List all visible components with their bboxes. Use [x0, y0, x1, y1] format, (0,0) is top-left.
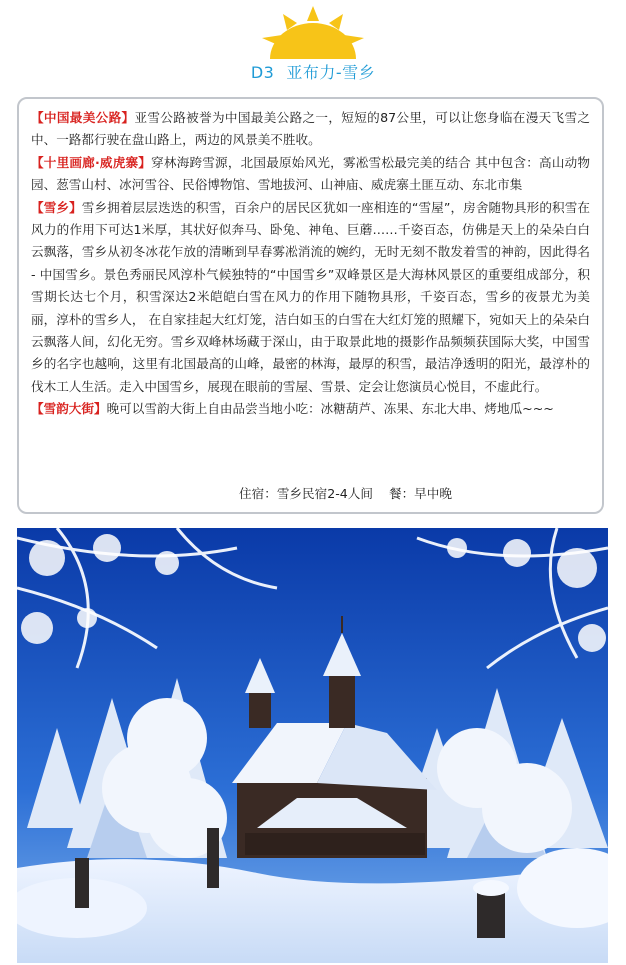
day-route: 亚布力-雪乡 — [286, 63, 376, 82]
section-text: 亚雪公路被誉为中国最美公路之一，短短的87公里，可以让您身临在漫天飞雪之中、一路都行驶在盘山路上，两边的风景美不胜收。 — [31, 110, 591, 148]
meals-text: 餐：早中晚 — [388, 486, 452, 501]
itinerary-box — [17, 97, 604, 514]
day-title — [0, 60, 626, 83]
section-tag: 【雪韵大街】 — [31, 401, 107, 417]
stay-info — [19, 483, 602, 502]
section-snow-town — [31, 197, 590, 399]
snow-church-photo — [17, 528, 608, 963]
day-number: D3 — [250, 63, 275, 82]
section-text: 雪乡拥着层层迭迭的积雪，百余户的居民区犹如一座相连的“雪屋”，房舍随物具形的积雪在风力的作用下可达1米厚，其状好似奔马、卧兔、神龟、巨蘑……千姿百态，仿佛是天上的朵朵白白云飘落，雪乡从初冬冰花乍放的清晰到早春雾凇消流的婉约，无时无刻不散发着雪的神韵，因此得名 - 中国雪乡。景色秀丽民风淳朴气候独特的“中国雪乡”双峰景区是大海林风景区的重要组成部分，积雪期长达七个月，积雪深达2米皑皑白雪在风力的作用下随物具形，千姿百态，雪乡的夜景尤为美丽，淳朴的雪乡人， 在自家挂起大红灯笼，洁白如玉的白雪在大红灯笼的照耀下，宛如天上的朵朵白云飘落人间，幻化无穷。雪乡双峰林场藏于深山，由于取景此地的摄影作品频频获国际大奖，中国雪乡的名字也越响，这里有北国最高的山峰，最密的林海，最厚的积雪，最洁净透明的阳光，最淳朴的伐木工人生活。走入中国雪乡，展现在眼前的雪屋、雪景、定会让您演员心悦目，不虚此行。 — [31, 199, 590, 394]
section-xueyun-street — [31, 398, 590, 420]
sun-icon — [258, 4, 368, 60]
section-tag: 【雪乡】 — [31, 199, 82, 215]
section-scenic-road — [31, 107, 590, 152]
section-tag: 【中国最美公路】 — [31, 110, 135, 125]
section-gallery-weihuzhai — [31, 152, 590, 197]
section-text: 晚可以雪韵大街上自由品尝当地小吃：冰糖葫芦、冻果、东北大串、烤地瓜~~~ — [106, 401, 554, 417]
section-text: 穿林海跨雪源，北国最原始风光，雾凇雪松最完美的结合 其中包含：高山动物园、䓤雪山村、冰河雪谷、民俗博物馆、雪地拔河、山神庙、威虎寨土匪互动、东北市集 — [31, 154, 590, 193]
section-tag: 【十里画廊·威虎寨】 — [31, 154, 152, 170]
lodging-text: 住宿：雪乡民宿2-4人间 — [239, 486, 373, 501]
